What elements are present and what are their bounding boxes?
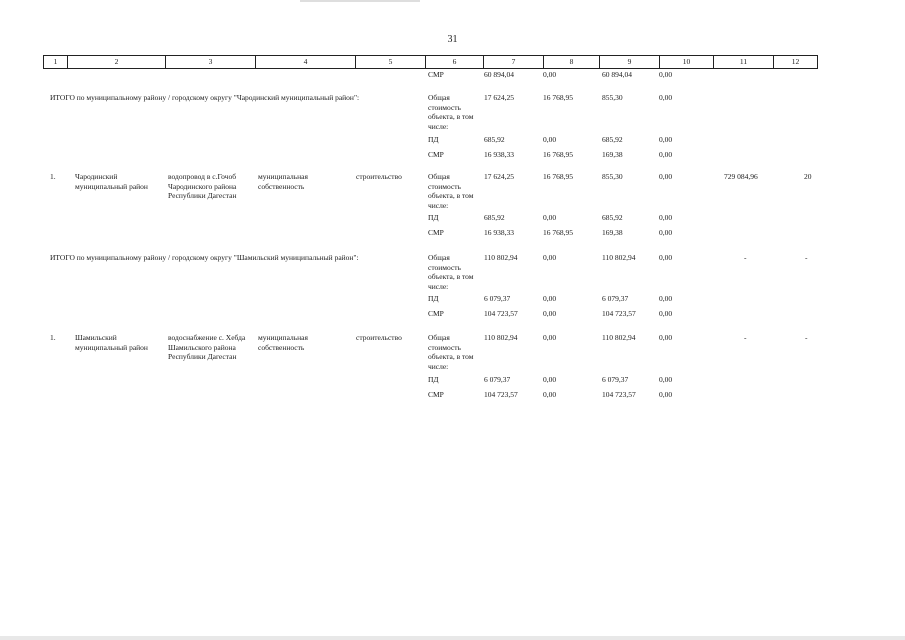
row-top-col6: СМР xyxy=(428,70,444,79)
cell-col7: 6 079,37 xyxy=(484,294,511,303)
pd-label: ПД xyxy=(428,294,439,303)
cell-col9: 685,92 xyxy=(602,135,623,144)
cell-col11: - xyxy=(744,253,747,262)
table-header xyxy=(43,55,818,69)
pd-label: ПД xyxy=(428,135,439,144)
cell-col9: 104 723,57 xyxy=(602,309,636,318)
header-col-12: 12 xyxy=(773,56,818,68)
cell-col10: 0,00 xyxy=(659,228,673,237)
smr-label: СМР xyxy=(428,150,444,159)
cell-col7: 685,92 xyxy=(484,213,505,222)
row-top-col7: 60 894,04 xyxy=(484,70,514,79)
cell-col7: 16 938,33 xyxy=(484,150,514,159)
header-col-8: 8 xyxy=(543,56,599,68)
cell-col10: 0,00 xyxy=(659,150,673,159)
cell-col12: - xyxy=(805,253,808,262)
smr-label: СМР xyxy=(428,390,444,399)
cell-col8: 0,00 xyxy=(543,213,557,222)
district-name: Шамильский муниципальный район xyxy=(75,333,148,352)
cell-col7: 17 624,25 xyxy=(484,93,514,102)
cell-col9: 169,38 xyxy=(602,228,623,237)
row-top-col8: 0,00 xyxy=(543,70,557,79)
cell-col8: 16 768,95 xyxy=(543,228,573,237)
header-col-3: 3 xyxy=(165,56,255,68)
cell-col12: - xyxy=(805,333,808,342)
row-top-col9: 60 894,04 xyxy=(602,70,632,79)
cell-col9: 110 802,94 xyxy=(602,253,636,262)
cell-col8: 0,00 xyxy=(543,294,557,303)
cell-col7: 6 079,37 xyxy=(484,375,511,384)
entry-number: 1. xyxy=(50,172,56,181)
cell-col9: 855,30 xyxy=(602,93,623,102)
header-col-9: 9 xyxy=(599,56,659,68)
cell-col10: 0,00 xyxy=(659,135,673,144)
header-col-6: 6 xyxy=(425,56,483,68)
cell-col9: 169,38 xyxy=(602,150,623,159)
cell-col8: 16 768,95 xyxy=(543,93,573,102)
row-top-col10: 0,00 xyxy=(659,70,673,79)
object-name: водоснабжение с. Хебда Шамильского района Республики Дагестан xyxy=(168,333,246,361)
cost-total-label: Общая стоимость объекта, в том числе: xyxy=(428,333,474,371)
cell-col7: 104 723,57 xyxy=(484,390,518,399)
header-col-11: 11 xyxy=(713,56,773,68)
cell-col10: 0,00 xyxy=(659,294,673,303)
cell-col9: 6 079,37 xyxy=(602,375,629,384)
header-col-5: 5 xyxy=(355,56,425,68)
pd-label: ПД xyxy=(428,213,439,222)
cell-col8: 0,00 xyxy=(543,390,557,399)
cell-col9: 6 079,37 xyxy=(602,294,629,303)
cell-col10: 0,00 xyxy=(659,172,673,181)
ownership: муниципальная собственность xyxy=(258,172,308,191)
cell-col9: 855,30 xyxy=(602,172,623,181)
cell-col9: 104 723,57 xyxy=(602,390,636,399)
cell-col8: 16 768,95 xyxy=(543,150,573,159)
entry-number: 1. xyxy=(50,333,56,342)
cell-col7: 16 938,33 xyxy=(484,228,514,237)
object-name: водопровод в с.Гочоб Чародинского района Республики Дагестан xyxy=(168,172,237,200)
cell-col12: 20 xyxy=(804,172,812,181)
page-number: 31 xyxy=(447,34,458,45)
cell-col7: 685,92 xyxy=(484,135,505,144)
cell-col10: 0,00 xyxy=(659,93,673,102)
ownership: муниципальная собственность xyxy=(258,333,308,352)
cell-col8: 0,00 xyxy=(543,135,557,144)
cell-col11: - xyxy=(744,333,747,342)
cell-col10: 0,00 xyxy=(659,390,673,399)
cost-total-label: Общая стоимость объекта, в том числе: xyxy=(428,253,474,291)
smr-label: СМР xyxy=(428,228,444,237)
cost-total-label: Общая стоимость объекта, в том числе: xyxy=(428,93,474,131)
cell-col10: 0,00 xyxy=(659,309,673,318)
cell-col10: 0,00 xyxy=(659,253,673,262)
cell-col10: 0,00 xyxy=(659,213,673,222)
cell-col9: 110 802,94 xyxy=(602,333,636,342)
cell-col11: 729 084,96 xyxy=(724,172,758,181)
cell-col8: 0,00 xyxy=(543,333,557,342)
district-name: Чародинский муниципальный район xyxy=(75,172,148,191)
cell-col8: 0,00 xyxy=(543,253,557,262)
itogo-label: ИТОГО по муниципальному району / городскому округу "Шамильский муниципальный район": xyxy=(50,253,359,262)
cell-col7: 17 624,25 xyxy=(484,172,514,181)
cell-col10: 0,00 xyxy=(659,333,673,342)
cell-col9: 685,92 xyxy=(602,213,623,222)
cost-total-label: Общая стоимость объекта, в том числе: xyxy=(428,172,474,210)
pd-label: ПД xyxy=(428,375,439,384)
header-col-1: 1 xyxy=(43,56,67,68)
header-col-7: 7 xyxy=(483,56,543,68)
header-col-2: 2 xyxy=(67,56,165,68)
cell-col8: 0,00 xyxy=(543,375,557,384)
cell-col7: 110 802,94 xyxy=(484,333,518,342)
itogo-label: ИТОГО по муниципальному району / городскому округу "Чародинский муниципальный район": xyxy=(50,93,360,102)
scan-artifact-bottom xyxy=(0,636,905,640)
cell-col8: 16 768,95 xyxy=(543,172,573,181)
cell-col7: 104 723,57 xyxy=(484,309,518,318)
work-type: строительство xyxy=(356,333,402,342)
header-col-4: 4 xyxy=(255,56,355,68)
cell-col7: 110 802,94 xyxy=(484,253,518,262)
work-type: строительство xyxy=(356,172,402,181)
smr-label: СМР xyxy=(428,309,444,318)
scan-artifact-top xyxy=(300,0,420,2)
header-col-10: 10 xyxy=(659,56,713,68)
cell-col10: 0,00 xyxy=(659,375,673,384)
cell-col8: 0,00 xyxy=(543,309,557,318)
